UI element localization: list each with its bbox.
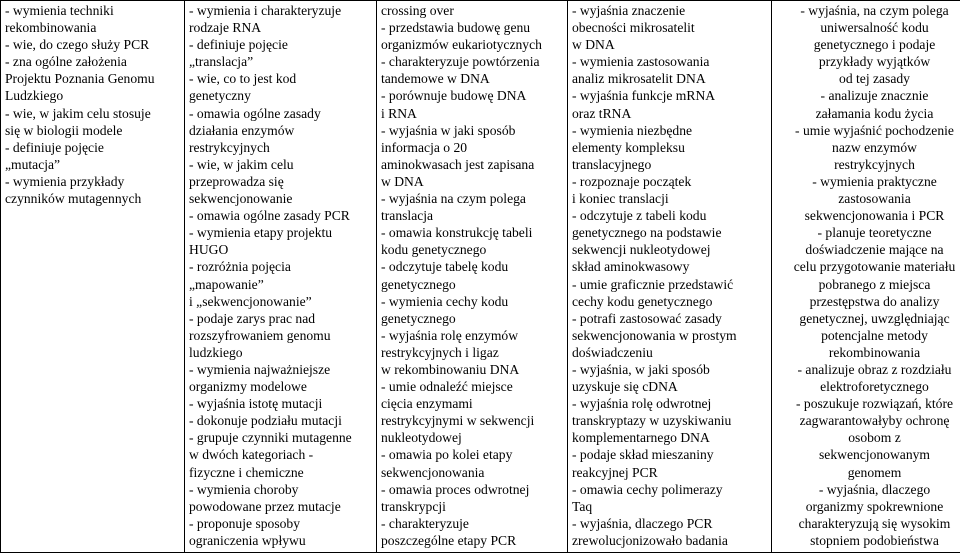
- cell-text-line: HUGO: [189, 242, 229, 258]
- cell-text-line: tandemowe w DNA: [381, 71, 490, 87]
- cell-text-line: przeprowadza się: [189, 173, 284, 189]
- cell-text-line: genetycznego i podaje: [813, 37, 936, 53]
- cell-text-line: - podaje skład mieszaniny: [572, 447, 714, 463]
- cell-text-line: - wyjaśnia, dlaczego: [818, 481, 931, 497]
- cell-text-line: ludzkiego: [189, 344, 243, 360]
- cell-text-line: Ludzkiego: [5, 88, 64, 104]
- cell-text-line: - wyjaśnia w jaki sposób: [381, 122, 516, 138]
- cell-text-line: rodzaje RNA: [189, 20, 262, 36]
- cell-text-line: - umie wyjaśnić pochodzenie: [795, 122, 954, 138]
- cell-text-line: i „sekwencjonowanie”: [189, 293, 312, 309]
- cell-text-line: aminokwasach jest zapisana: [381, 156, 535, 172]
- cell-text-line: sekwencjonowania: [381, 464, 485, 480]
- cell-text-line: - proponuje sposoby: [189, 515, 301, 531]
- cell-text-line: uzyskuje się cDNA: [572, 379, 678, 395]
- cell-text-line: genetyczny: [189, 88, 251, 104]
- cell-text-line: genomem: [847, 464, 902, 480]
- cell-text-line: - charakteryzuje powtórzenia: [381, 54, 540, 70]
- cell-text-line: - wymienia praktyczne: [812, 173, 937, 189]
- cell-text-line: przykłady wyjątków: [818, 54, 931, 70]
- cell-text-line: charakteryzują się wysokim: [798, 515, 951, 531]
- cell-text-line: - wymienia zastosowania: [572, 54, 710, 70]
- cell-text-line: komplementarnego DNA: [572, 430, 710, 446]
- cell-text-line: - poszukuje rozwiązań, które: [795, 396, 954, 412]
- cell-text-line: cięcia enzymami: [381, 396, 473, 412]
- cell-text-line: - podaje zarys prac nad: [189, 310, 316, 326]
- cell-text-line: w rekombinowaniu DNA: [381, 361, 520, 377]
- cell-text-line: - wyjaśnia istotę mutacji: [189, 396, 323, 412]
- cell-text-line: elementy kompleksu: [572, 139, 685, 155]
- cell-text-line: w dwóch kategoriach -: [189, 447, 314, 463]
- cell-text-line: doświadczenie mające na: [805, 242, 944, 258]
- cell-text-line: zagwarantowałyby ochronę: [799, 413, 950, 429]
- cell-text-line: rozszyfrowaniem genomu: [189, 327, 331, 343]
- cell-text-line: - wymienia cechy kodu: [381, 293, 509, 309]
- cell-text-line: osobom z: [848, 430, 901, 446]
- cell-text-line: pobranego z miejsca: [818, 276, 931, 292]
- cell-text-line: - wie, do czego służy PCR: [5, 37, 150, 53]
- cell-text-line: uniwersalność kodu: [820, 20, 929, 36]
- cell-text-line: - wie, w jakim celu: [189, 156, 294, 172]
- cell-text-line: załamania kodu życia: [815, 105, 934, 121]
- cell-text-line: - odczytuje tabelę kodu: [381, 259, 509, 275]
- table-cell-col-3: [377, 1, 568, 553]
- cell-text-line: Taq: [572, 498, 593, 514]
- cell-text-line: restrykcyjnymi w sekwencji: [381, 413, 535, 429]
- cell-text-line: - wymienia techniki: [5, 3, 114, 18]
- cell-text-line: - wymienia niezbędne: [572, 122, 693, 138]
- cell-text-line: transkrypcji: [381, 498, 446, 514]
- cell-text-line: się w biologii modele: [5, 122, 123, 138]
- cell-text-line: cechy kodu genetycznego: [572, 293, 713, 309]
- cell-text-line: restrykcyjnych: [834, 156, 915, 172]
- cell-text-line: genetycznej, uwzględniając: [799, 310, 950, 326]
- cell-text-line: - wymienia i charakteryzuje: [189, 3, 342, 18]
- cell-text-line: genetycznego na podstawie: [572, 225, 722, 241]
- cell-text-line: - wyjaśnia rolę odwrotnej: [572, 396, 712, 412]
- cell-text-line: sekwencji nukleotydowej: [572, 242, 711, 258]
- cell-text-line: organizmy modelowe: [189, 379, 307, 395]
- cell-text-line: w DNA: [381, 173, 424, 189]
- cell-text-line: translacja: [381, 208, 434, 224]
- cell-text-line: skład aminokwasowy: [572, 259, 690, 275]
- cell-text-line: - wymienia etapy projektu: [189, 225, 333, 241]
- cell-text-line: zrewolucjonizowało badania: [572, 532, 728, 548]
- cell-text-line: genetycznego: [381, 310, 456, 326]
- cell-text-line: Projektu Poznania Genomu: [5, 71, 155, 87]
- cell-text-line: - wyjaśnia funkcje mRNA: [572, 88, 716, 104]
- cell-text-line: - definiuje pojęcie: [5, 139, 104, 155]
- cell-text-line: i koniec translacji: [572, 191, 669, 207]
- cell-text-line: - wie, w jakim celu stosuje: [5, 105, 151, 121]
- cell-text-line: - wymienia przykłady: [5, 173, 125, 189]
- cell-text-line: reakcyjnej PCR: [572, 464, 658, 480]
- cell-text-line: genetycznego: [381, 276, 456, 292]
- cell-text-line: - porównuje budowę DNA: [381, 88, 527, 104]
- cell-text-line: potencjalne metody: [821, 327, 928, 343]
- cell-text-line: - omawia po kolei etapy: [381, 447, 513, 463]
- cell-text-line: sekwencjonowanym: [819, 447, 930, 463]
- cell-text-line: nazw enzymów: [832, 139, 917, 155]
- cell-text-line: restrykcyjnych: [189, 139, 270, 155]
- cell-text-line: sekwencjonowania i PCR: [804, 208, 945, 224]
- table-cell-col-1: [1, 1, 185, 553]
- cell-text-line: sekwencjonowanie: [189, 191, 293, 207]
- cell-text-line: - rozpoznaje początek: [572, 173, 692, 189]
- cell-text-line: - odczytuje z tabeli kodu: [572, 208, 707, 224]
- cell-text-line: od tej zasady: [839, 71, 910, 87]
- cell-text-line: - omawia proces odwrotnej: [381, 481, 530, 497]
- cell-text-line: obecności mikrosatelit: [572, 20, 695, 36]
- cell-text-line: - definiuje pojęcie: [189, 37, 288, 53]
- table-cell-col-5: [772, 1, 960, 553]
- cell-text-line: przestępstwa do analizy: [809, 293, 940, 309]
- cell-text-line: i RNA: [381, 105, 417, 121]
- cell-text-line: - potrafi zastosować zasady: [572, 310, 722, 326]
- cell-text-line: - wyjaśnia, w jaki sposób: [572, 361, 710, 377]
- cell-text-line: - omawia cechy polimerazy: [572, 481, 723, 497]
- cell-text-line: - grupuje czynniki mutagenne: [189, 430, 352, 446]
- cell-text-line: fizyczne i chemiczne: [189, 464, 304, 480]
- cell-text-line: oraz tRNA: [572, 105, 632, 121]
- cell-text-line: - dokonuje podziału mutacji: [189, 413, 342, 429]
- cell-text-line: stopniem podobieństwa: [810, 532, 939, 548]
- cell-text-line: - omawia ogólne zasady PCR: [189, 208, 350, 224]
- cell-text-line: analiz mikrosatelit DNA: [572, 71, 706, 87]
- cell-text-line: crossing over: [381, 3, 454, 18]
- cell-text-line: - wie, co to jest kod: [189, 71, 297, 87]
- cell-text-line: - umie graficznie przedstawić: [572, 276, 734, 292]
- cell-text-line: - omawia konstrukcję tabeli: [381, 225, 533, 241]
- cell-text-line: - analizuje obraz z rozdziału: [797, 361, 952, 377]
- cell-text-line: rekombinowania: [5, 20, 97, 36]
- cell-text-line: translacyjnego: [572, 156, 652, 172]
- cell-text-line: celu przygotowanie materiału: [793, 259, 956, 275]
- table-cell-col-4: [568, 1, 772, 553]
- table-cell-col-2: [185, 1, 377, 553]
- cell-text-line: organizmów eukariotycznych: [381, 37, 542, 53]
- cell-text-line: doświadczeniu: [572, 344, 653, 360]
- cell-text-line: informacja o 20: [381, 139, 468, 155]
- cell-text-line: - wyjaśnia, dlaczego PCR: [572, 515, 713, 531]
- cell-text-line: organizmy spokrewnione: [805, 498, 944, 514]
- cell-text-line: działania enzymów: [189, 122, 295, 138]
- cell-text-line: poszczególne etapy PCR: [381, 532, 517, 548]
- cell-text-line: sekwencjonowania w prostym: [572, 327, 737, 343]
- cell-text-line: - omawia ogólne zasady: [189, 105, 321, 121]
- cell-text-line: - wymienia choroby: [189, 481, 299, 497]
- cell-text-line: - wyjaśnia, na czym polega: [800, 3, 949, 18]
- cell-text-line: w DNA: [572, 37, 615, 53]
- cell-text-line: - wyjaśnia rolę enzymów: [381, 327, 519, 343]
- cell-text-line: - wyjaśnia znaczenie: [572, 3, 686, 18]
- cell-text-line: czynników mutagennych: [5, 191, 142, 207]
- cell-text-line: ograniczenia wpływu: [189, 532, 306, 548]
- cell-text-line: nukleotydowej: [381, 430, 462, 446]
- table-row: [1, 1, 960, 553]
- cell-text-line: - przedstawia budowę genu: [381, 20, 531, 36]
- cell-text-line: kodu genetycznego: [381, 242, 487, 258]
- cell-text-line: „mapowanie”: [189, 276, 264, 292]
- cell-text-line: - charakteryzuje: [381, 515, 469, 531]
- cell-text-line: elektroforetycznego: [820, 379, 929, 395]
- cell-text-line: zastosowania: [838, 191, 911, 207]
- cell-text-line: - wymienia najważniejsze: [189, 361, 331, 377]
- cell-text-line: - zna ogólne założenia: [5, 54, 127, 70]
- cell-text-line: powodowane przez mutacje: [189, 498, 341, 514]
- cell-text-line: - wyjaśnia na czym polega: [381, 191, 526, 207]
- cell-text-line: „translacja”: [189, 54, 254, 70]
- cell-text-line: - analizuje znacznie: [820, 88, 929, 104]
- cell-text-line: - umie odnaleźć miejsce: [381, 379, 513, 395]
- cell-text-line: - planuje teoretyczne: [817, 225, 932, 241]
- cell-text-line: - rozróżnia pojęcia: [189, 259, 291, 275]
- cell-text-line: restrykcyjnych i ligaz: [381, 344, 499, 360]
- cell-text-line: rekombinowania: [828, 344, 921, 360]
- cell-text-line: transkryptazy w uzyskiwaniu: [572, 413, 732, 429]
- cell-text-line: „mutacja”: [5, 156, 61, 172]
